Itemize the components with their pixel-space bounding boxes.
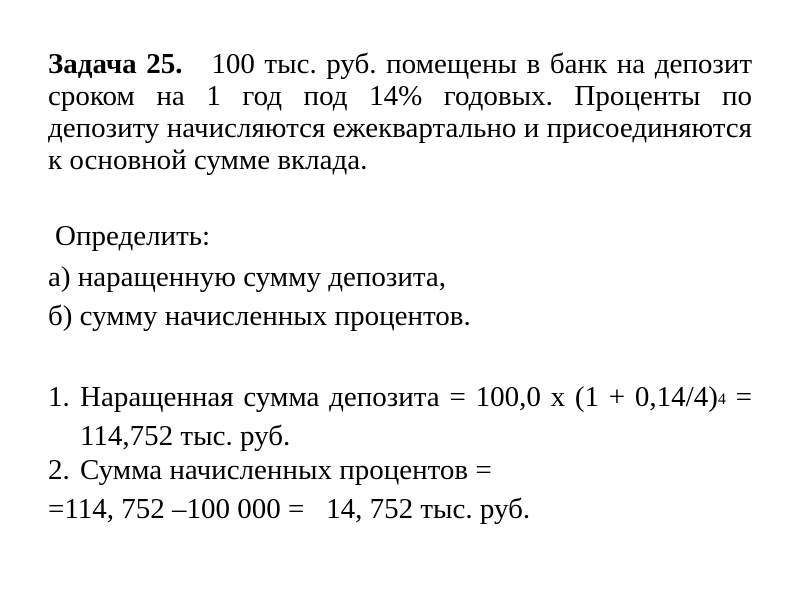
step-1-formula-start: Наращенная сумма депозита = 100,0 х (1 + 0,14/4) <box>80 381 718 413</box>
step-1-exponent: 4 <box>717 391 726 408</box>
task-item-a: а) наращенную сумму депозита, <box>48 261 447 293</box>
determine-heading: Определить: <box>55 220 211 252</box>
step-2-number: 2. <box>48 454 70 486</box>
solution-step-1 <box>48 380 752 453</box>
solution-step-2 <box>48 453 492 487</box>
task-item-b: б) сумму начисленных процентов. <box>48 300 471 332</box>
problem-label: Задача 25. <box>48 48 183 80</box>
solution-result: =114, 752 –100 000 = 14, 752 тыс. руб. <box>48 493 531 525</box>
problem-statement <box>48 48 752 176</box>
step-1-text <box>80 380 752 453</box>
step-1-number: 1. <box>48 381 70 413</box>
step-2-text: Сумма начисленных процентов = <box>80 454 492 486</box>
problem-text: 100 тыс. руб. помещены в банк на депозит сроком на 1 год под 14% годовых. Проценты по депозиту начисляются ежеквартально и присоединяются к основной сумме вклада. <box>48 48 753 176</box>
step-1-formula-end: = 114,752 тыс. руб. <box>80 381 752 452</box>
